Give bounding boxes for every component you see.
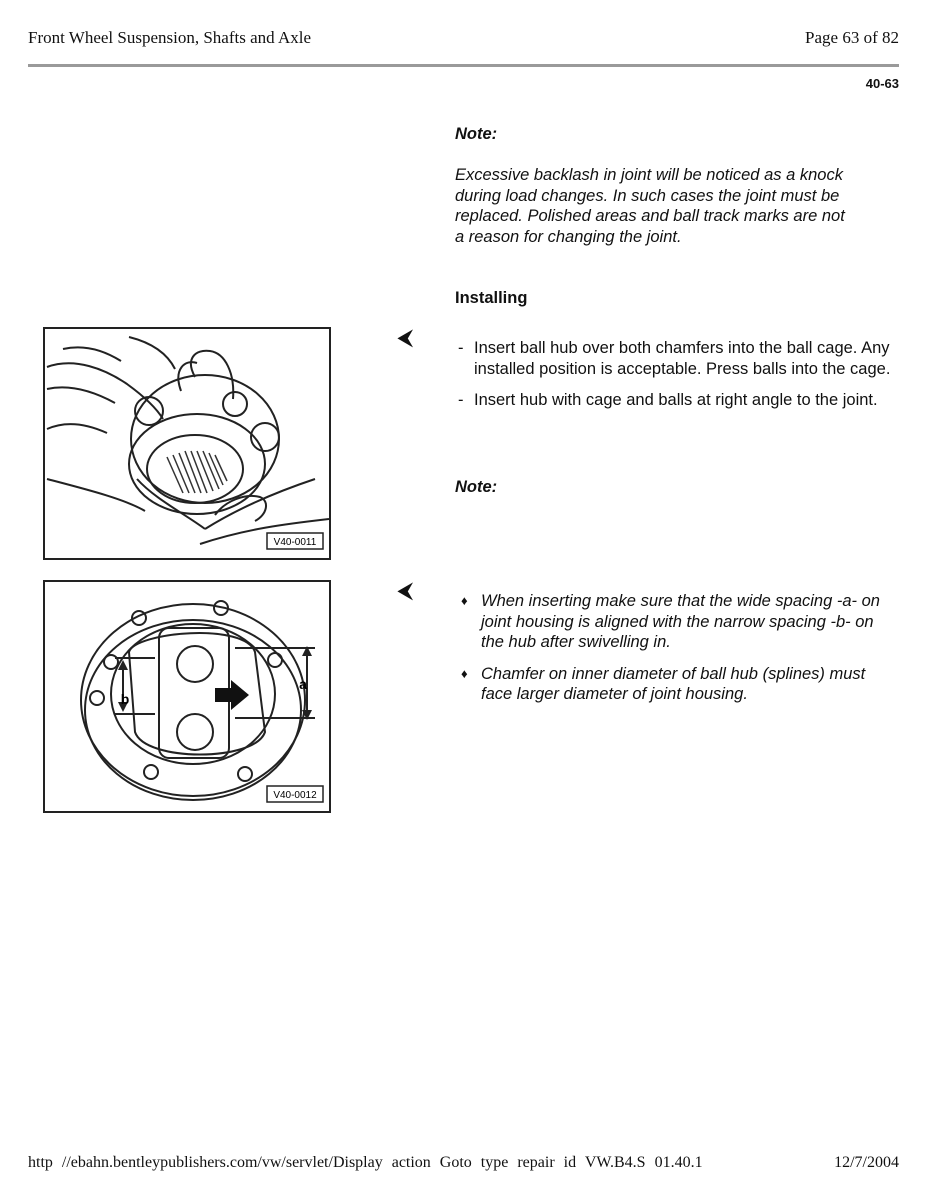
install-steps-list bbox=[455, 338, 895, 411]
footer-date: 12/7/2004 bbox=[834, 1154, 899, 1171]
document-title: Front Wheel Suspension, Shafts and Axle bbox=[28, 28, 311, 47]
install-note-text: Chamfer on inner diameter of ball hub (splines) must face larger diameter of joint housing. bbox=[481, 664, 866, 703]
section-code: 40-63 bbox=[865, 76, 899, 91]
install-step bbox=[455, 338, 895, 379]
figure-joint-spacing bbox=[43, 580, 331, 813]
diamond-bullet-icon: ♦ bbox=[461, 665, 468, 681]
install-note bbox=[455, 591, 885, 653]
figure-pointer-arrow-icon: ⮜ bbox=[398, 580, 413, 602]
figure-label: V40-0012 bbox=[273, 790, 317, 801]
header-divider bbox=[28, 64, 899, 67]
note-text: Excessive backlash in joint will be noticed as a knock during load changes. In such cases the joint must be replaced. Polished areas and ball track marks are not a reason for changing the joint. bbox=[455, 166, 845, 246]
direction-arrow-icon bbox=[215, 680, 249, 710]
install-note bbox=[455, 664, 885, 705]
ball-hub-illustration bbox=[45, 329, 329, 558]
footer-url: http //ebahn.bentleypublishers.com/vw/servlet/Display action Goto type repair id VW.B4.S 01.40.1 bbox=[28, 1154, 703, 1171]
install-step-text: Insert ball hub over both chamfers into the ball cage. Any installed position is acceptable. Press balls into the cage. bbox=[474, 339, 891, 378]
figure-label: V40-0011 bbox=[273, 537, 317, 548]
install-note-text: When inserting make sure that the wide spacing -a- on joint housing is aligned with the narrow spacing -b- on the hub after swivelling in. bbox=[481, 592, 880, 651]
dash-marker: - bbox=[458, 391, 464, 409]
install-step-text: Insert hub with cage and balls at right angle to the joint. bbox=[474, 391, 878, 409]
diamond-bullet-icon: ♦ bbox=[461, 593, 468, 608]
page-number: Page 63 of 82 bbox=[805, 28, 899, 47]
figure-ball-hub-insert bbox=[43, 327, 331, 560]
install-notes-list bbox=[455, 591, 885, 705]
figure-pointer-arrow-icon: ⮜ bbox=[398, 327, 413, 349]
joint-spacing-illustration bbox=[45, 582, 329, 811]
note-label: Note: bbox=[455, 125, 498, 143]
install-step bbox=[455, 390, 895, 411]
note-label: Note: bbox=[455, 478, 498, 496]
installing-heading: Installing bbox=[455, 289, 528, 307]
dash-marker: - bbox=[458, 339, 464, 357]
dimension-a-label: a bbox=[299, 676, 307, 692]
dimension-b-label: b bbox=[120, 691, 130, 707]
